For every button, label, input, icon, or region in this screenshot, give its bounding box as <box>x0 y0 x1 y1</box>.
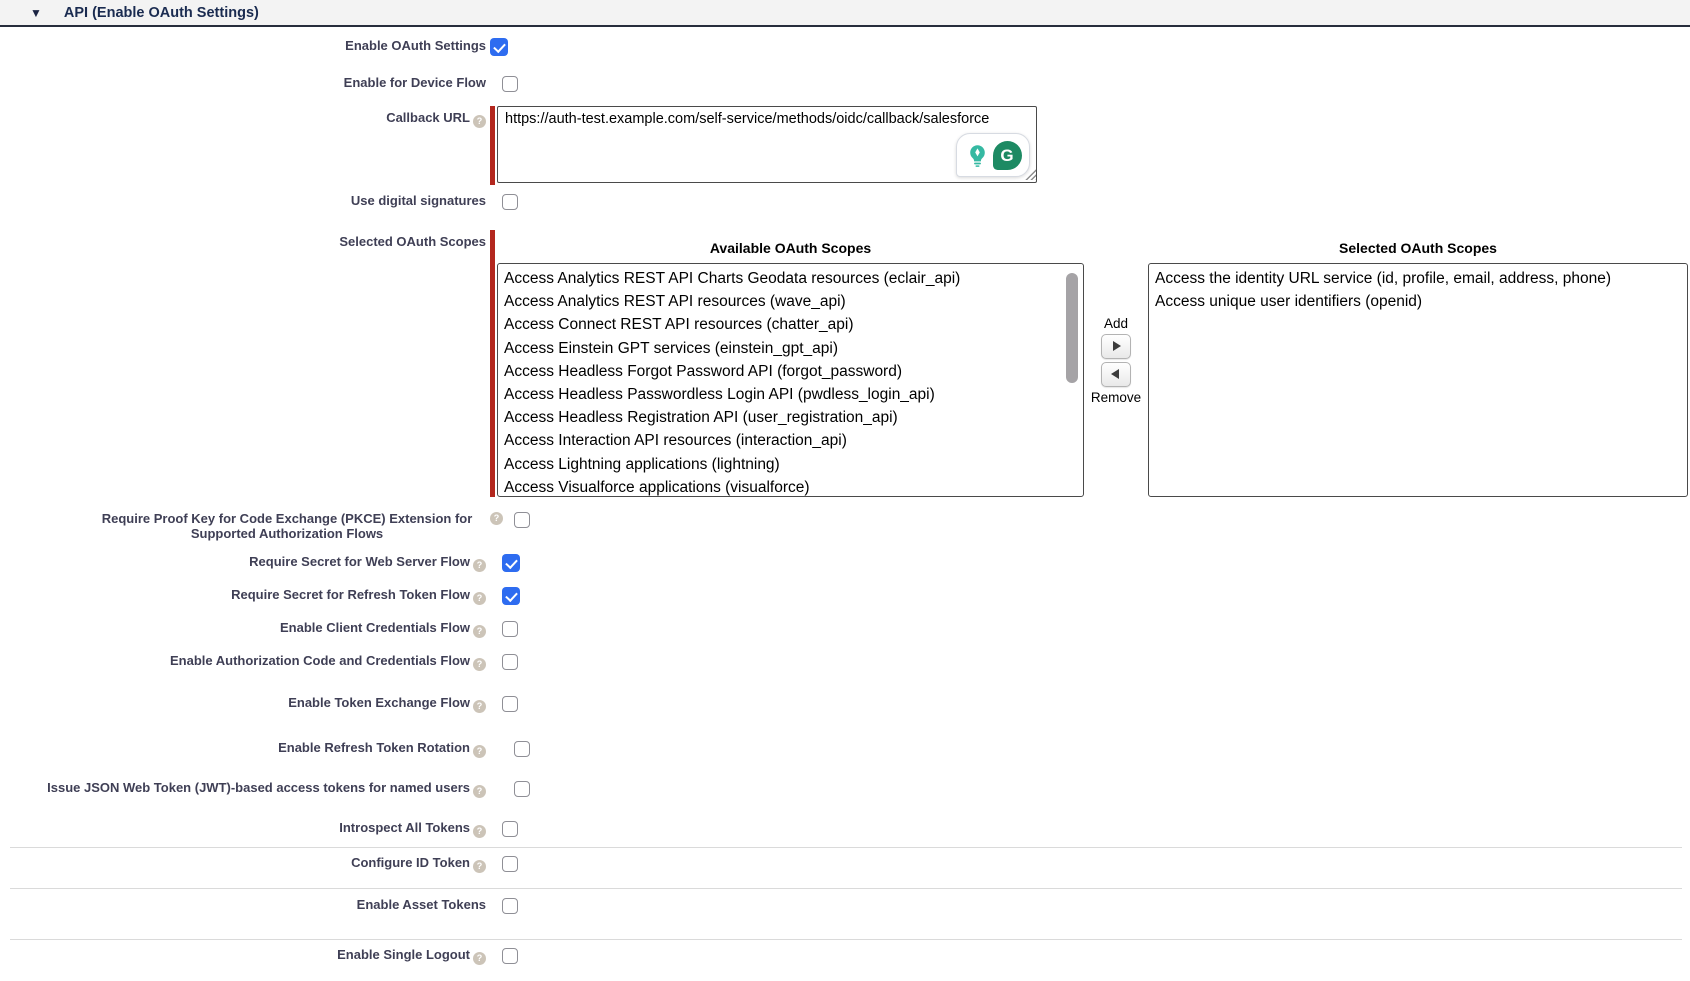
scope-option[interactable]: Access Einstein GPT services (einstein_gpt_api) <box>504 339 838 357</box>
add-label: Add <box>1103 316 1129 331</box>
field-label-text: Enable Refresh Token Rotation <box>278 740 470 755</box>
row-asset-tokens <box>0 897 518 914</box>
right-arrow-icon <box>1113 341 1121 351</box>
row-refresh-token-rotation <box>0 740 530 758</box>
scope-option[interactable]: Access Analytics REST API Charts Geodata resources (eclair_api) <box>504 270 961 287</box>
browser-extension-pill <box>956 133 1030 177</box>
scope-option[interactable]: Access Lightning applications (lightning) <box>504 455 780 473</box>
help-icon[interactable]: ? <box>473 115 486 128</box>
scope-option[interactable]: Access the identity URL service (id, profile, email, address, phone) <box>1155 270 1612 287</box>
collapse-triangle-icon[interactable]: ▼ <box>30 5 42 20</box>
field-label <box>0 193 486 208</box>
field-label <box>0 587 486 605</box>
help-icon[interactable]: ? <box>473 700 486 713</box>
field-label-text: Use digital signatures <box>350 193 486 208</box>
secret-web-server-flow-checkbox[interactable] <box>502 554 520 572</box>
field-label <box>0 653 486 671</box>
row-introspect-all-tokens <box>0 820 518 838</box>
remove-button[interactable] <box>1101 362 1131 387</box>
row-secret-web-server <box>0 554 520 572</box>
help-icon[interactable]: ? <box>473 745 486 758</box>
refresh-token-rotation-checkbox[interactable] <box>514 741 530 757</box>
introspect-all-tokens-checkbox[interactable] <box>502 821 518 837</box>
row-auth-code-credentials <box>0 653 518 671</box>
grammarly-extension-icon[interactable]: G <box>993 141 1022 170</box>
field-label-text: Enable Authorization Code and Credentials Flow <box>170 653 470 668</box>
oauth-scopes-duallist <box>497 230 1688 497</box>
field-label <box>0 230 486 249</box>
help-icon[interactable]: ? <box>473 559 486 572</box>
field-label-text: Enable OAuth Settings <box>345 38 486 53</box>
field-label <box>0 620 486 638</box>
scope-option[interactable]: Access Headless Registration API (user_registration_api) <box>504 409 898 427</box>
scope-option[interactable]: Access Headless Passwordless Login API (pwdless_login_api) <box>504 386 935 404</box>
scope-option[interactable]: Access Analytics REST API resources (wave_api) <box>504 293 846 311</box>
field-label <box>0 855 486 873</box>
available-scopes-header: Available OAuth Scopes <box>709 240 872 256</box>
help-icon[interactable]: ? <box>490 512 503 525</box>
field-label <box>0 947 486 965</box>
row-enable-oauth-settings <box>0 38 508 56</box>
row-enable-device-flow <box>0 75 518 92</box>
row-secret-refresh-token <box>0 587 520 605</box>
row-callback-url <box>0 106 1037 185</box>
field-label-text: Enable Token Exchange Flow <box>288 695 470 710</box>
field-label <box>0 897 486 912</box>
required-field-bar <box>490 106 495 185</box>
scope-option[interactable]: Access unique user identifiers (openid) <box>1155 293 1423 311</box>
single-logout-checkbox[interactable] <box>502 948 518 964</box>
field-label-text: Issue JSON Web Token (JWT)-based access tokens for named users <box>47 780 470 795</box>
field-label <box>0 740 486 758</box>
digital-signatures-checkbox[interactable] <box>502 194 518 210</box>
help-icon[interactable]: ? <box>473 592 486 605</box>
field-label-text: Selected OAuth Scopes <box>339 234 486 249</box>
help-icon[interactable]: ? <box>473 658 486 671</box>
help-icon[interactable]: ? <box>473 785 486 798</box>
row-token-exchange <box>0 695 518 713</box>
field-label <box>0 106 486 128</box>
field-label-text: Callback URL <box>386 110 470 125</box>
field-label-text: Enable Asset Tokens <box>356 897 486 912</box>
row-client-credentials <box>0 620 518 638</box>
help-icon[interactable]: ? <box>473 860 486 873</box>
auth-code-credentials-flow-checkbox[interactable] <box>502 654 518 670</box>
row-divider <box>10 888 1682 889</box>
field-label-text: Enable Single Logout <box>337 947 470 962</box>
lightbulb-extension-icon[interactable] <box>965 143 990 168</box>
help-icon[interactable]: ? <box>473 952 486 965</box>
row-configure-id-token <box>0 855 518 873</box>
field-label-text: Introspect All Tokens <box>339 820 470 835</box>
field-label <box>0 695 486 713</box>
enable-oauth-settings-checkbox[interactable] <box>490 38 508 56</box>
add-remove-controls <box>1084 230 1148 497</box>
pkce-required-checkbox[interactable] <box>514 512 530 528</box>
left-arrow-icon <box>1111 369 1119 379</box>
row-oauth-scopes <box>0 230 1688 497</box>
row-single-logout <box>0 947 518 965</box>
row-digital-signatures <box>0 193 518 210</box>
scope-option[interactable]: Access Headless Forgot Password API (forgot_password) <box>504 362 903 380</box>
token-exchange-flow-checkbox[interactable] <box>502 696 518 712</box>
scope-option[interactable]: Access Connect REST API resources (chatter_api) <box>504 316 854 334</box>
scope-option[interactable]: Access Interaction API resources (interaction_api) <box>504 432 847 450</box>
field-label-text: Require Secret for Refresh Token Flow <box>231 587 470 602</box>
field-label-text: Require Secret for Web Server Flow <box>249 554 470 569</box>
remove-label: Remove <box>1090 390 1142 405</box>
row-divider <box>10 939 1682 940</box>
section-header <box>0 0 1690 27</box>
row-divider <box>10 847 1682 848</box>
client-credentials-flow-checkbox[interactable] <box>502 621 518 637</box>
scope-option[interactable]: Access Visualforce applications (visualforce) <box>504 478 810 496</box>
help-icon[interactable]: ? <box>473 825 486 838</box>
field-label-text: Require Proof Key for Code Exchange (PKCE) Extension for Supported Authorization Flows <box>101 511 473 541</box>
configure-id-token-checkbox[interactable] <box>502 856 518 872</box>
listbox-scrollbar-thumb[interactable] <box>1066 273 1078 383</box>
field-label <box>0 511 500 541</box>
required-field-bar <box>490 230 495 497</box>
secret-refresh-token-flow-checkbox[interactable] <box>502 587 520 605</box>
help-icon[interactable]: ? <box>473 625 486 638</box>
row-pkce <box>0 511 530 541</box>
jwt-access-tokens-checkbox[interactable] <box>514 781 530 797</box>
field-label-text: Enable for Device Flow <box>343 75 486 90</box>
row-jwt-access-tokens <box>0 780 530 798</box>
selected-scopes-header: Selected OAuth Scopes <box>1339 240 1497 256</box>
field-label <box>0 820 486 838</box>
field-label-text: Configure ID Token <box>351 855 470 870</box>
field-label <box>0 38 486 53</box>
asset-tokens-checkbox[interactable] <box>502 898 518 914</box>
available-scopes-listbox[interactable] <box>497 263 1084 497</box>
field-label <box>0 554 486 572</box>
field-label <box>0 780 486 798</box>
field-label-text: Enable Client Credentials Flow <box>280 620 470 635</box>
field-label <box>0 75 486 90</box>
selected-scopes-listbox[interactable] <box>1148 263 1688 497</box>
enable-device-flow-checkbox[interactable] <box>502 76 518 92</box>
add-button[interactable] <box>1101 334 1131 359</box>
section-title: API (Enable OAuth Settings) <box>63 4 259 21</box>
